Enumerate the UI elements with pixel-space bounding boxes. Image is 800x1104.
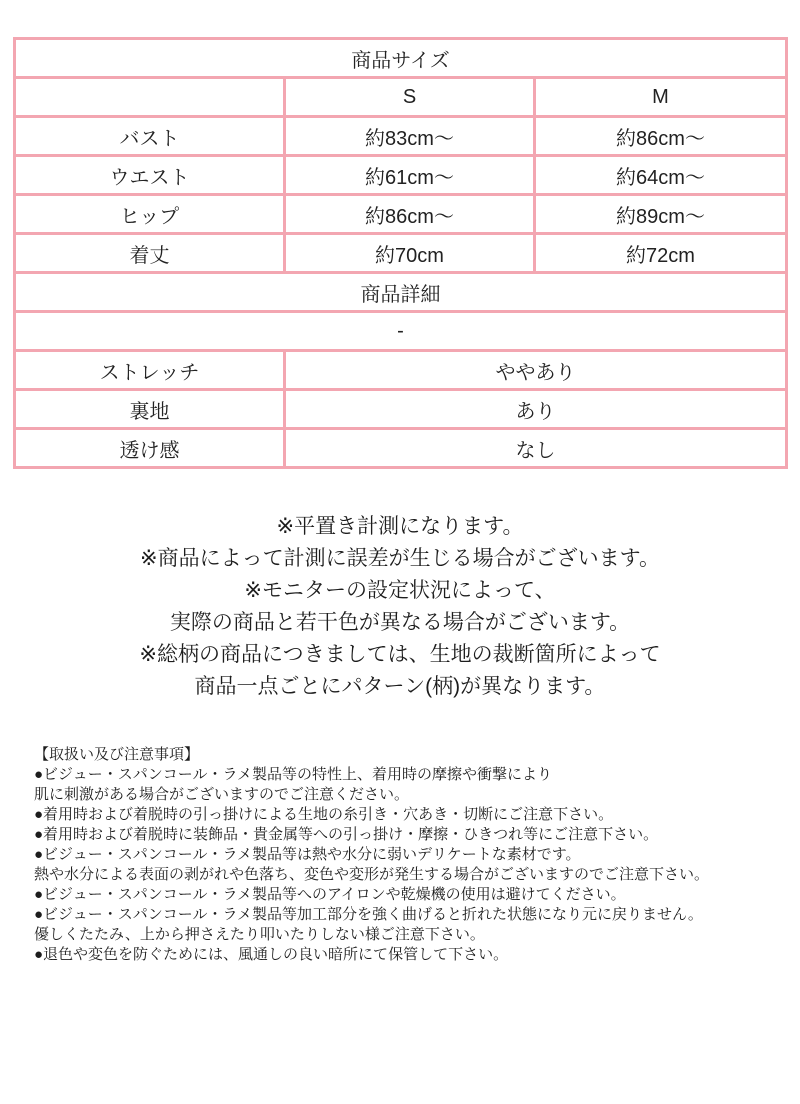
caution-line: ●ビジュー・スパンコール・ラメ製品等へのアイロンや乾燥機の使用は避けてください。: [34, 886, 626, 903]
caution-line: ●ビジュー・スパンコール・ラメ製品等加工部分を強く曲げると折れた状態になり元に戻りません。: [34, 906, 703, 923]
caution-line: 肌に刺激がある場合がございますのでご注意ください。: [34, 786, 410, 803]
stretch-value: ややあり: [285, 351, 787, 390]
detail-label-lining: 裏地: [15, 390, 285, 429]
table-row: [15, 312, 787, 351]
measurement-notes: [0, 511, 800, 703]
table-row: [15, 429, 787, 468]
note-line: ※モニターの設定状況によって、: [244, 579, 556, 602]
caution-line: ●ビジュー・スパンコール・ラメ製品等は熱や水分に弱いデリケートな素材です。: [34, 846, 581, 863]
table-row: [15, 390, 787, 429]
table-row: [15, 351, 787, 390]
detail-label-stretch: ストレッチ: [15, 351, 285, 390]
sheerness-value: なし: [285, 429, 787, 468]
note-line: ※商品によって計測に誤差が生じる場合がございます。: [140, 547, 660, 570]
details-placeholder: -: [15, 312, 787, 351]
measure-label-waist: ウエスト: [15, 156, 285, 195]
note-line: 実際の商品と若干色が異なる場合がございます。: [169, 611, 631, 634]
hip-value-m: 約89cm〜: [535, 195, 787, 234]
lining-value: あり: [285, 390, 787, 429]
caution-line: ●ビジュー・スパンコール・ラメ製品等の特性上、着用時の摩擦や衝撃により: [34, 766, 553, 783]
size-column-s-header: S: [285, 78, 535, 117]
table-row: [15, 273, 787, 312]
table-row: [15, 195, 787, 234]
product-size-table: [13, 37, 788, 469]
table-row: [15, 234, 787, 273]
handling-cautions: [0, 745, 800, 965]
table-row: [15, 78, 787, 117]
bust-value-m: 約86cm〜: [535, 117, 787, 156]
note-line: ※総柄の商品につきましては、生地の裁断箇所によって: [139, 643, 661, 666]
waist-value-m: 約64cm〜: [535, 156, 787, 195]
waist-value-s: 約61cm〜: [285, 156, 535, 195]
bust-value-s: 約83cm〜: [285, 117, 535, 156]
size-table-title: 商品サイズ: [15, 39, 787, 78]
table-row: [15, 117, 787, 156]
caution-line: ●退色や変色を防ぐためには、風通しの良い暗所にて保管して下さい。: [34, 946, 509, 963]
caution-line: ●着用時および着脱時に装飾品・貴金属等への引っ掛け・摩擦・ひきつれ等にご注意下さい。: [34, 826, 659, 843]
detail-label-sheerness: 透け感: [15, 429, 285, 468]
table-row: [15, 39, 787, 78]
details-title: 商品詳細: [15, 273, 787, 312]
measure-label-hip: ヒップ: [15, 195, 285, 234]
table-row: [15, 156, 787, 195]
size-label-blank-cell: [15, 78, 285, 117]
note-line: ※平置き計測になります。: [276, 515, 524, 538]
measure-label-bust: バスト: [15, 117, 285, 156]
length-value-s: 約70cm: [285, 234, 535, 273]
length-value-m: 約72cm: [535, 234, 787, 273]
hip-value-s: 約86cm〜: [285, 195, 535, 234]
note-line: 商品一点ごとにパターン(柄)が異なります。: [194, 675, 606, 698]
measure-label-length: 着丈: [15, 234, 285, 273]
cautions-heading: 【取扱い及び注意事項】: [34, 746, 200, 763]
caution-line: 熱や水分による表面の剥がれや色落ち、変色や変形が発生する場合がございますのでご注意下さい。: [34, 866, 710, 883]
size-column-m-header: M: [535, 78, 787, 117]
caution-line: ●着用時および着脱時の引っ掛けによる生地の糸引き・穴あき・切断にご注意下さい。: [34, 806, 614, 823]
caution-line: 優しくたたみ、上から押さえたり叩いたりしない様ご注意下さい。: [34, 926, 485, 943]
